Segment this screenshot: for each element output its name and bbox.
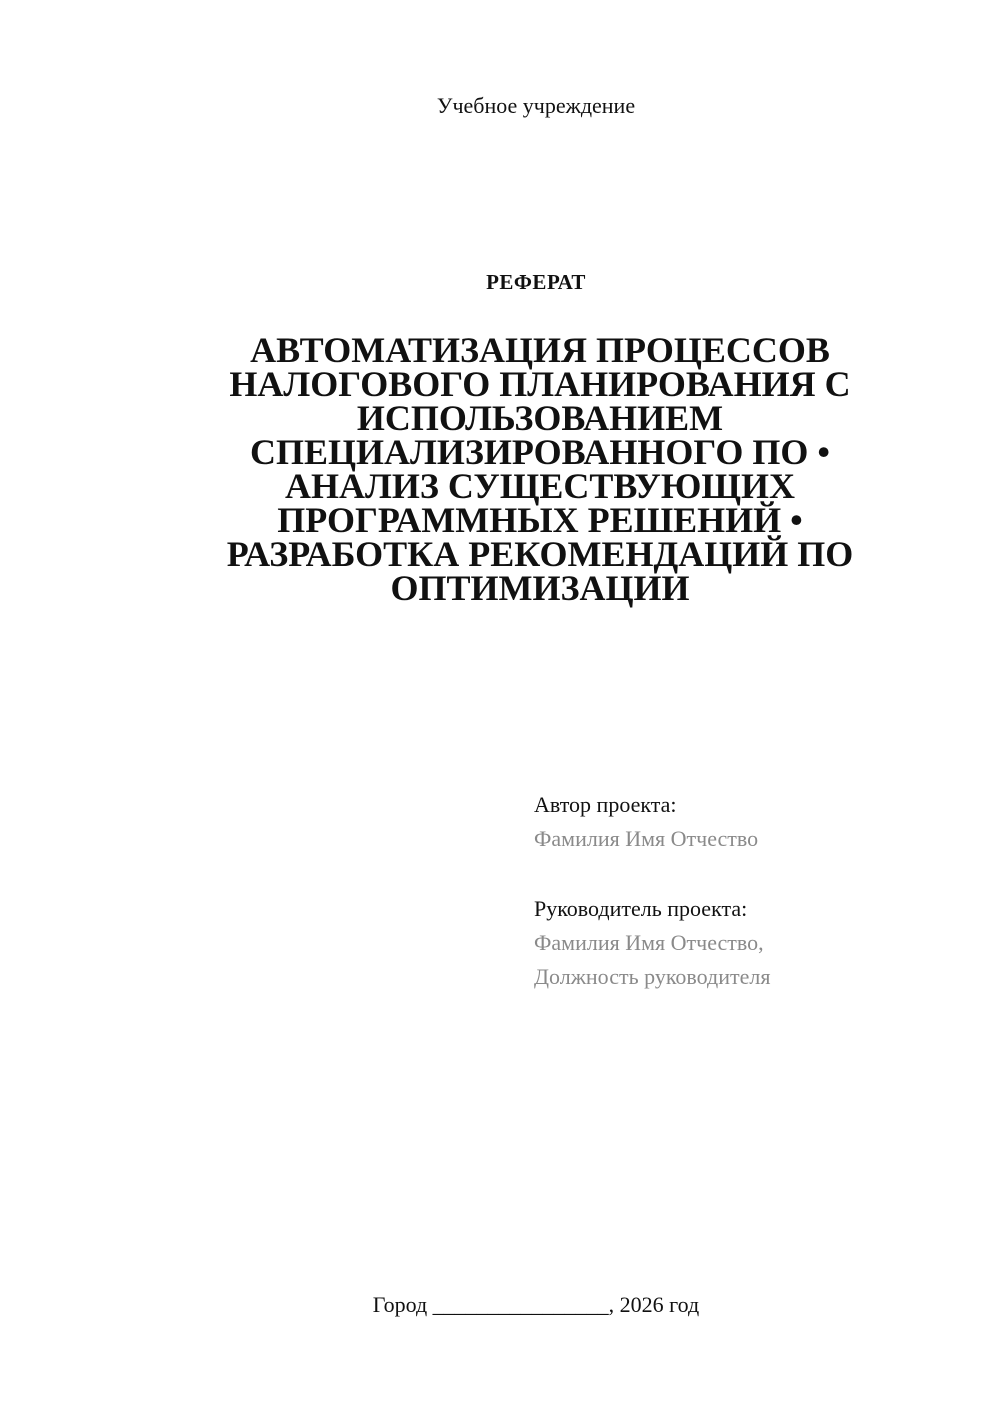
project-people-block — [534, 788, 974, 994]
document-title: АВТОМАТИЗАЦИЯ ПРОЦЕССОВ НАЛОГОВОГО ПЛАНИРОВАНИЯ С ИСПОЛЬЗОВАНИЕМ СПЕЦИАЛИЗИРОВАННОГО ПО • АНАЛИЗ СУЩЕСТВУЮЩИХ ПРОГРАММНЫХ РЕШЕНИЙ • РАЗРАБОТКА РЕКОМЕНДАЦИЙ ПО ОПТИМИЗАЦИИ — [226, 330, 854, 608]
author-name: Фамилия Имя Отчество — [534, 826, 759, 851]
institution-name: Учебное учреждение — [436, 93, 636, 118]
author-label: Автор проекта: — [534, 792, 677, 817]
document-type: РЕФЕРАТ — [486, 270, 586, 294]
city-year-line: Город ________________, 2026 год — [372, 1292, 700, 1317]
supervisor-position: Должность руководителя — [534, 964, 771, 989]
supervisor-label: Руководитель проекта: — [534, 896, 748, 921]
spacer — [534, 856, 974, 892]
supervisor-name: Фамилия Имя Отчество, — [534, 930, 764, 955]
